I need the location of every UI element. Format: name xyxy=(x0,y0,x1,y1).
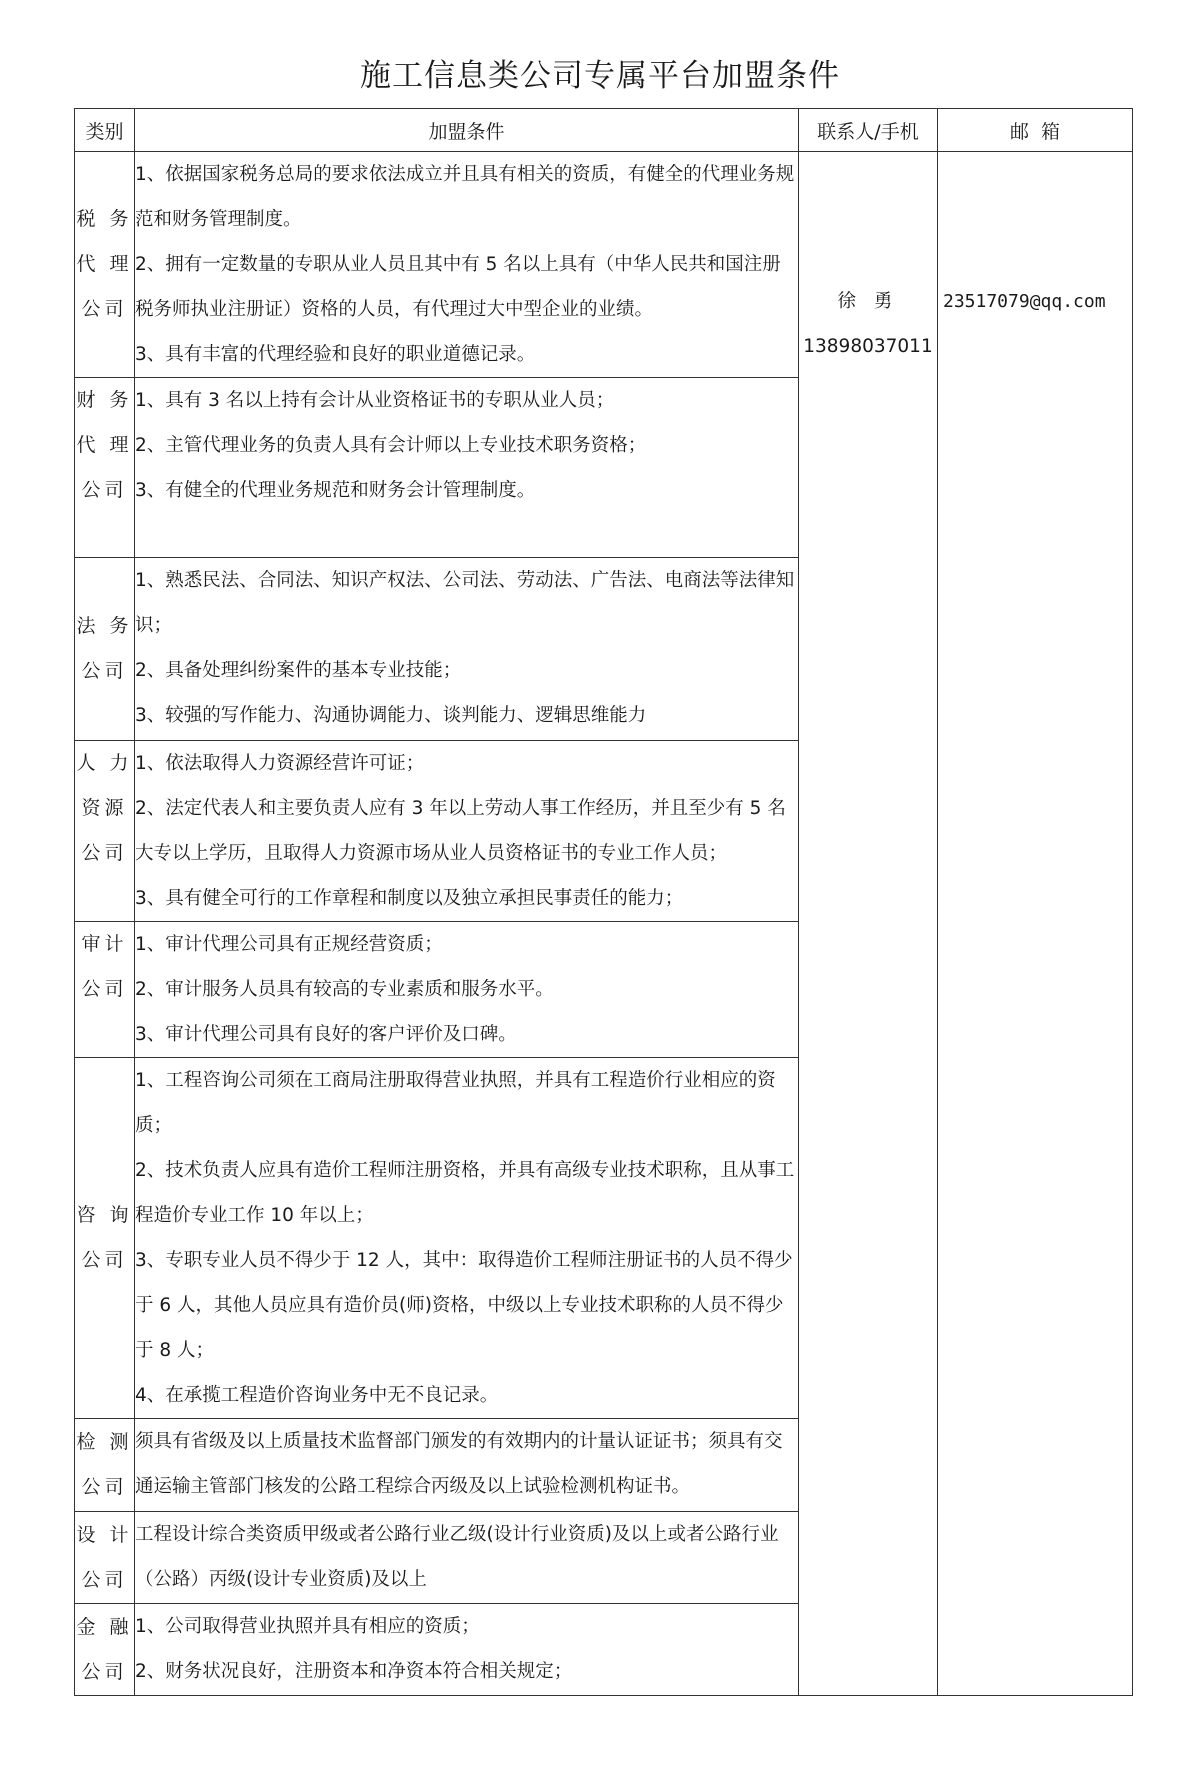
category-label: 公司 xyxy=(81,1249,128,1271)
condition-item: 2、财务状况良好，注册资本和净资本符合相关规定； xyxy=(135,1661,573,1682)
condition-item: 2、拥有一定数量的专职从业人员且其中有 5 名以上具有（中华人民共和国注册税务师执业注册证）资格的人员，有代理过大中型企业的业绩。 xyxy=(135,254,781,320)
condition-item: 1、依法取得人力资源经营许可证； xyxy=(135,753,425,774)
category-label: 公司 xyxy=(81,660,128,682)
condition-item: 2、审计服务人员具有较高的专业素质和服务水平。 xyxy=(135,979,554,1000)
category-cell xyxy=(75,378,135,558)
category-cell xyxy=(75,1604,135,1696)
conditions-cell xyxy=(135,152,799,378)
header-category: 类别 xyxy=(75,109,135,152)
email-cell xyxy=(938,152,1133,1696)
condition-item: 3、具有丰富的代理经验和良好的职业道德记录。 xyxy=(135,344,536,365)
category-label: 公司 xyxy=(81,479,128,501)
condition-item: 1、审计代理公司具有正规经营资质； xyxy=(135,934,443,955)
category-label: 公司 xyxy=(81,978,128,1000)
category-label: 人 力 xyxy=(76,752,133,774)
conditions-cell xyxy=(135,741,799,922)
category-label: 设 计 xyxy=(76,1523,133,1546)
category-label: 咨 询 xyxy=(76,1204,133,1226)
condition-item: 工程设计综合类资质甲级或者公路行业乙级(设计行业资质)及以上或者公路行业（公路）丙级(设计专业资质)及以上 xyxy=(135,1524,779,1590)
category-label: 代 理 xyxy=(76,253,133,275)
category-label: 审计 xyxy=(81,933,128,955)
page-title: 施工信息类公司专属平台加盟条件 xyxy=(360,58,840,94)
category-label: 税 务 xyxy=(76,208,133,230)
conditions-cell xyxy=(135,922,799,1058)
category-label: 代 理 xyxy=(76,434,133,456)
category-label: 金 融 xyxy=(76,1615,133,1638)
conditions-cell xyxy=(135,1058,799,1419)
category-cell xyxy=(75,922,135,1058)
conditions-cell xyxy=(135,1419,799,1512)
contact-phone: 13898037011 xyxy=(803,336,933,357)
condition-item: 2、技术负责人应具有造价工程师注册资格，并具有高级专业技术职称，且从事工程造价专业工作 10 年以上； xyxy=(135,1160,795,1226)
header-contact: 联系人/手机 xyxy=(799,109,938,152)
header-row xyxy=(75,109,1133,152)
category-cell xyxy=(75,741,135,922)
condition-item: 1、工程咨询公司须在工商局注册取得营业执照，并具有工程造价行业相应的资质； xyxy=(135,1070,776,1136)
condition-item: 3、审计代理公司具有良好的客户评价及口碑。 xyxy=(135,1024,517,1045)
conditions-cell xyxy=(135,1604,799,1696)
contact-name: 徐 勇 xyxy=(837,291,899,312)
category-label: 公司 xyxy=(81,298,128,320)
condition-item: 3、专职专业人员不得少于 12 人，其中：取得造价工程师注册证书的人员不得少于 6 人，其他人员应具有造价员(师)资格，中级以上专业技术职称的人员不得少于 8 人； xyxy=(135,1250,793,1361)
conditions-cell xyxy=(135,378,799,558)
header-email: 邮 箱 xyxy=(938,109,1133,152)
category-cell xyxy=(75,1512,135,1604)
condition-item: 1、公司取得营业执照并具有相应的资质； xyxy=(135,1616,480,1637)
header-conditions: 加盟条件 xyxy=(135,109,799,152)
condition-item: 1、具有 3 名以上持有会计从业资格证书的专职从业人员； xyxy=(135,390,615,411)
email-address: 23517079@qq.com xyxy=(943,291,1106,312)
condition-item: 2、具备处理纠纷案件的基本专业技能； xyxy=(135,660,462,681)
table-row xyxy=(75,152,1133,378)
category-label: 财 务 xyxy=(76,389,133,411)
condition-item: 1、依据国家税务总局的要求依法成立并且具有相关的资质，有健全的代理业务规范和财务管理制度。 xyxy=(135,164,795,230)
condition-item: 3、有健全的代理业务规范和财务会计管理制度。 xyxy=(135,480,536,501)
category-label: 检 测 xyxy=(76,1431,133,1453)
condition-item: 2、主管代理业务的负责人具有会计师以上专业技术职务资格； xyxy=(135,435,647,456)
condition-item: 1、熟悉民法、合同法、知识产权法、公司法、劳动法、广告法、电商法等法律知识； xyxy=(135,570,795,636)
category-label: 公司 xyxy=(81,1660,128,1683)
category-label: 公司 xyxy=(81,1568,128,1591)
condition-item: 3、较强的写作能力、沟通协调能力、谈判能力、逻辑思维能力 xyxy=(135,705,647,726)
conditions-cell xyxy=(135,558,799,741)
category-label: 法 务 xyxy=(76,615,133,637)
condition-item: 2、法定代表人和主要负责人应有 3 年以上劳动人事工作经历，并且至少有 5 名大专以上学历，且取得人力资源市场从业人员资格证书的专业工作人员； xyxy=(135,798,786,864)
category-cell xyxy=(75,1419,135,1512)
conditions-cell xyxy=(135,1512,799,1604)
category-cell xyxy=(75,152,135,378)
contact-cell xyxy=(799,152,938,1696)
category-label: 公司 xyxy=(81,842,128,864)
category-cell xyxy=(75,1058,135,1419)
category-cell xyxy=(75,558,135,741)
condition-item: 须具有省级及以上质量技术监督部门颁发的有效期内的计量认证证书；须具有交通运输主管部门核发的公路工程综合丙级及以上试验检测机构证书。 xyxy=(135,1431,783,1497)
condition-item: 4、在承揽工程造价咨询业务中无不良记录。 xyxy=(135,1385,499,1406)
conditions-table xyxy=(74,108,1133,1696)
category-label: 公司 xyxy=(81,1476,128,1498)
category-label: 资源 xyxy=(81,797,128,819)
condition-item: 3、具有健全可行的工作章程和制度以及独立承担民事责任的能力； xyxy=(135,888,684,909)
